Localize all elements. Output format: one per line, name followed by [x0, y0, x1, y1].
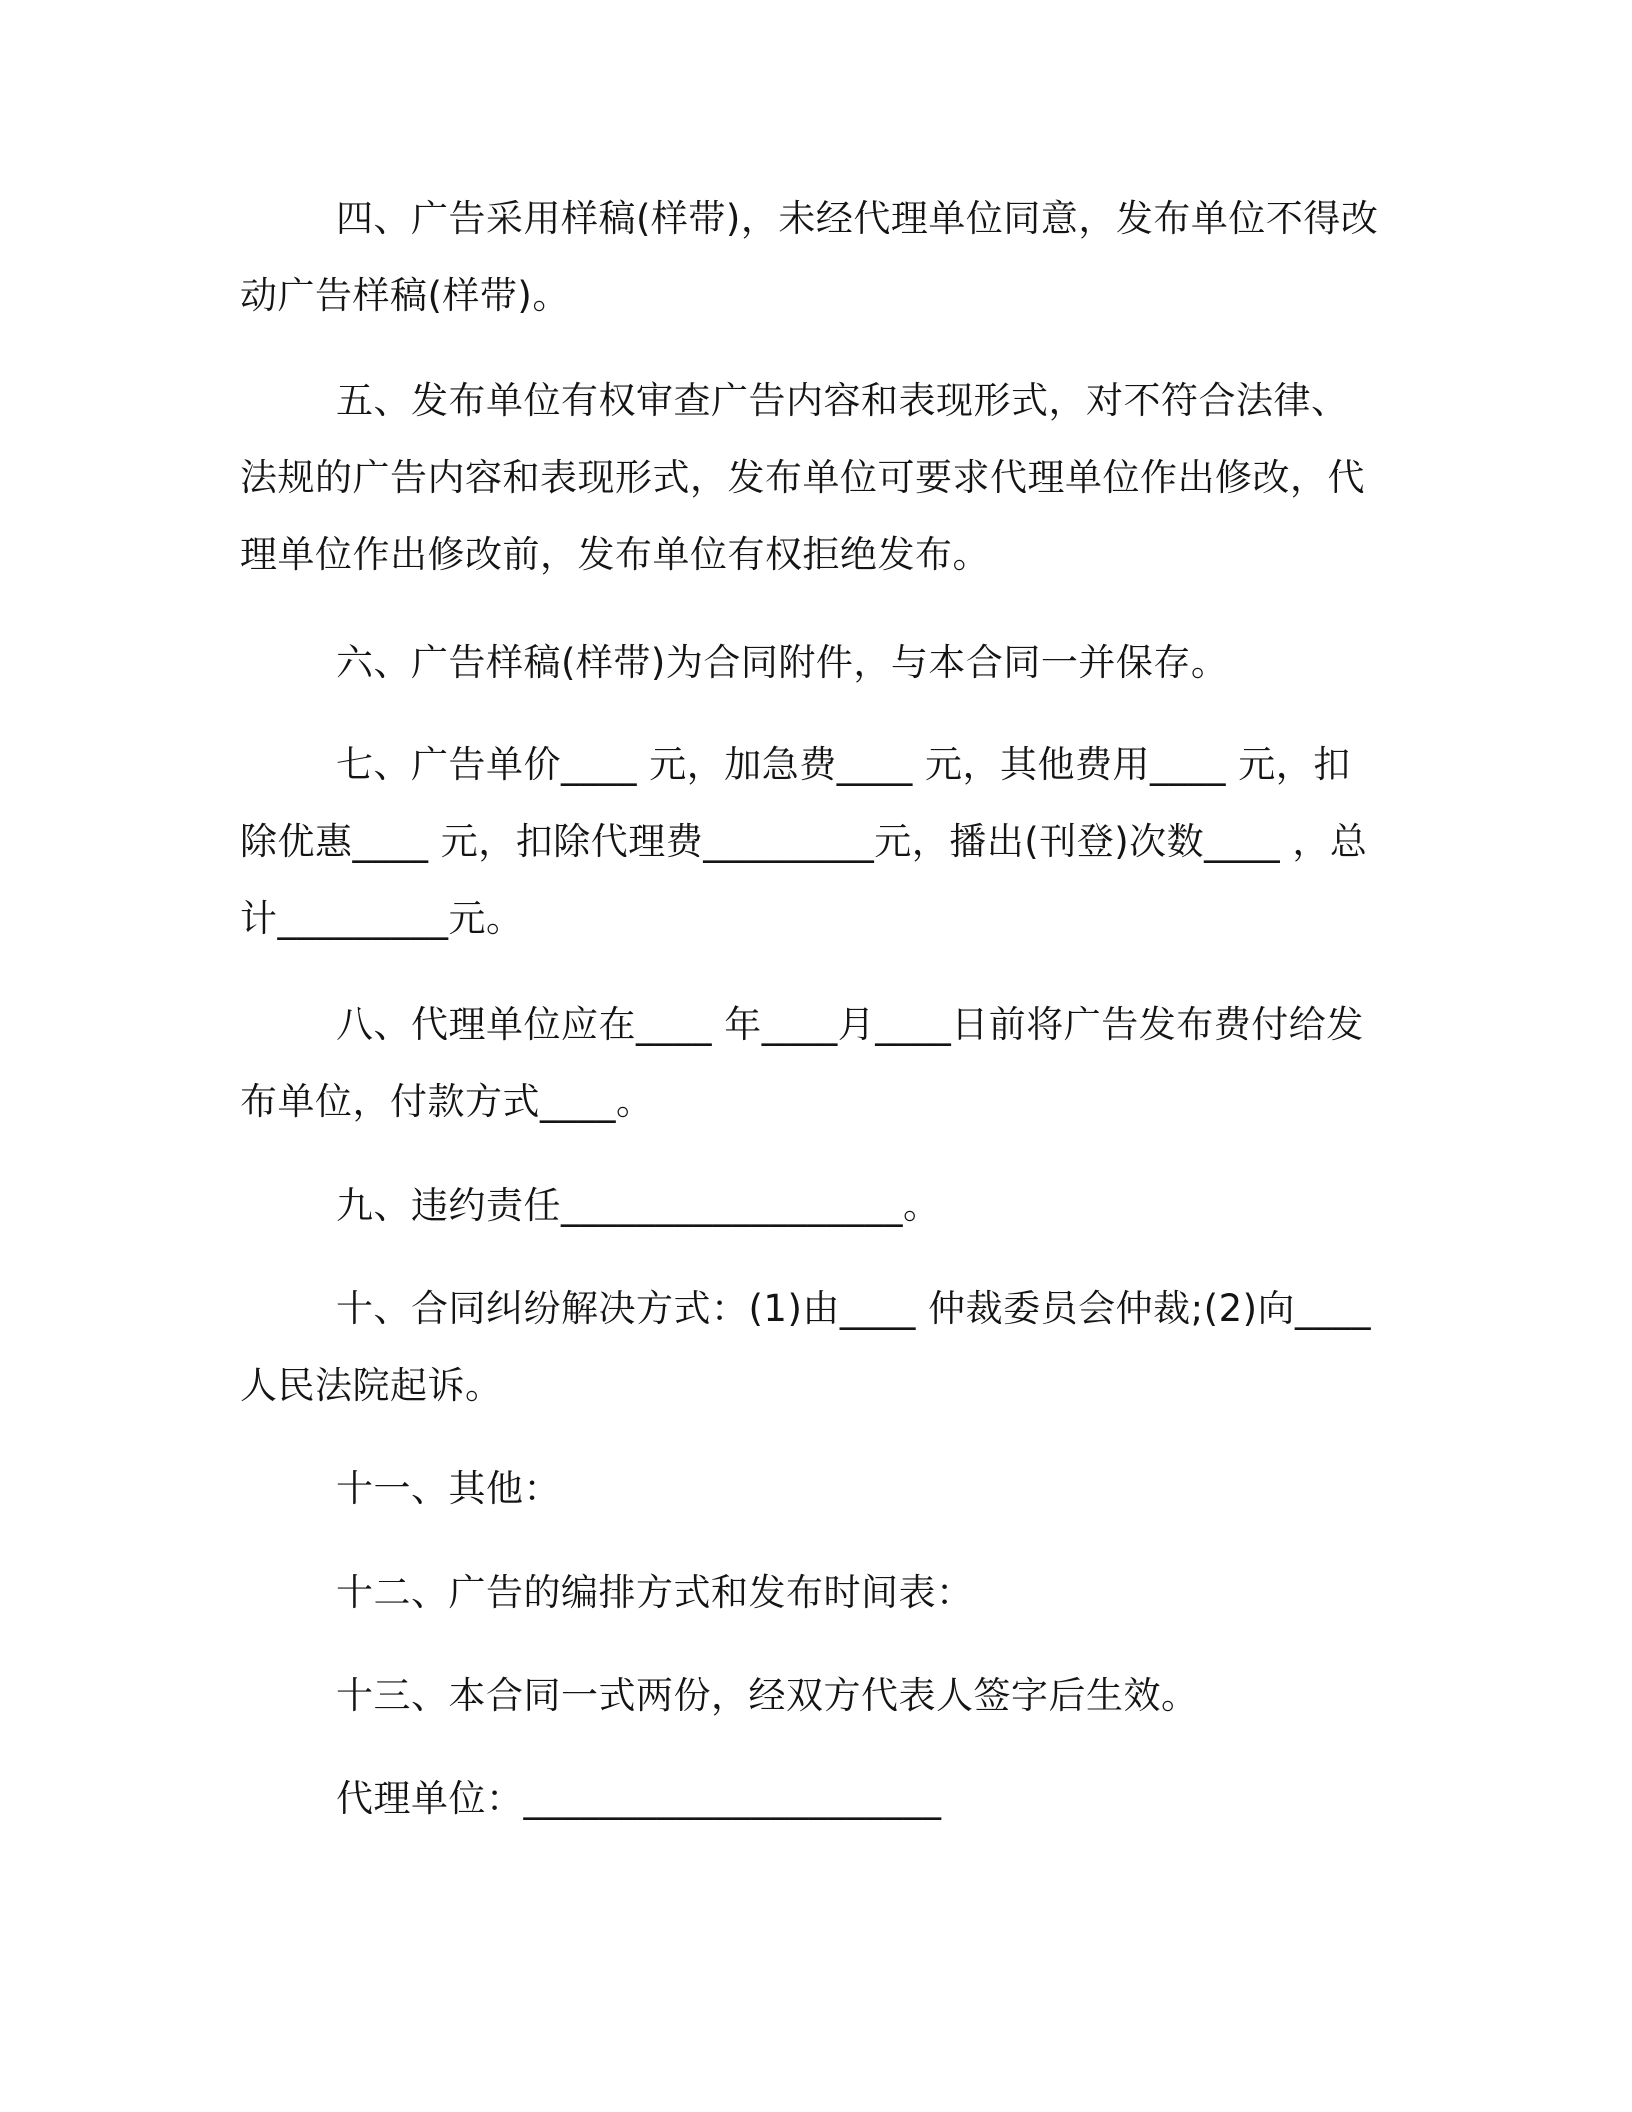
clause-5: 五、发布单位有权审查广告内容和表现形式，对不符合法律、法规的广告内容和表现形式，发布单位可要求代理单位作出修改，代理单位作出修改前，发布单位有权拒绝发布。 — [240, 379, 1365, 576]
clause-10: 十、合同纠纷解决方式：(1)由____ 仲裁委员会仲裁;(2)向____人民法院起诉。 — [240, 1287, 1372, 1407]
clause-4: 四、广告采用样稿(样带)，未经代理单位同意，发布单位不得改动广告样稿(样带)。 — [240, 197, 1379, 317]
agent-signature-line: 代理单位：______________________ — [336, 1777, 942, 1820]
clause-11: 十一、其他： — [336, 1467, 561, 1510]
clause-9: 九、违约责任__________________。 — [336, 1184, 941, 1227]
clause-7: 七、广告单价____ 元，加急费____ 元，其他费用____ 元，扣除优惠____ 元，扣除代理费_________元，播出(刊登)次数____ ，总计_________元。 — [240, 743, 1368, 940]
clause-6: 六、广告样稿(样带)为合同附件，与本合同一并保存。 — [336, 641, 1229, 684]
clause-8: 八、代理单位应在____ 年____月____日前将广告发布费付给发布单位，付款方式____。 — [240, 1003, 1364, 1123]
clause-13: 十三、本合同一式两份，经双方代表人签字后生效。 — [336, 1674, 1199, 1717]
clause-12: 十二、广告的编排方式和发布时间表： — [336, 1571, 974, 1614]
